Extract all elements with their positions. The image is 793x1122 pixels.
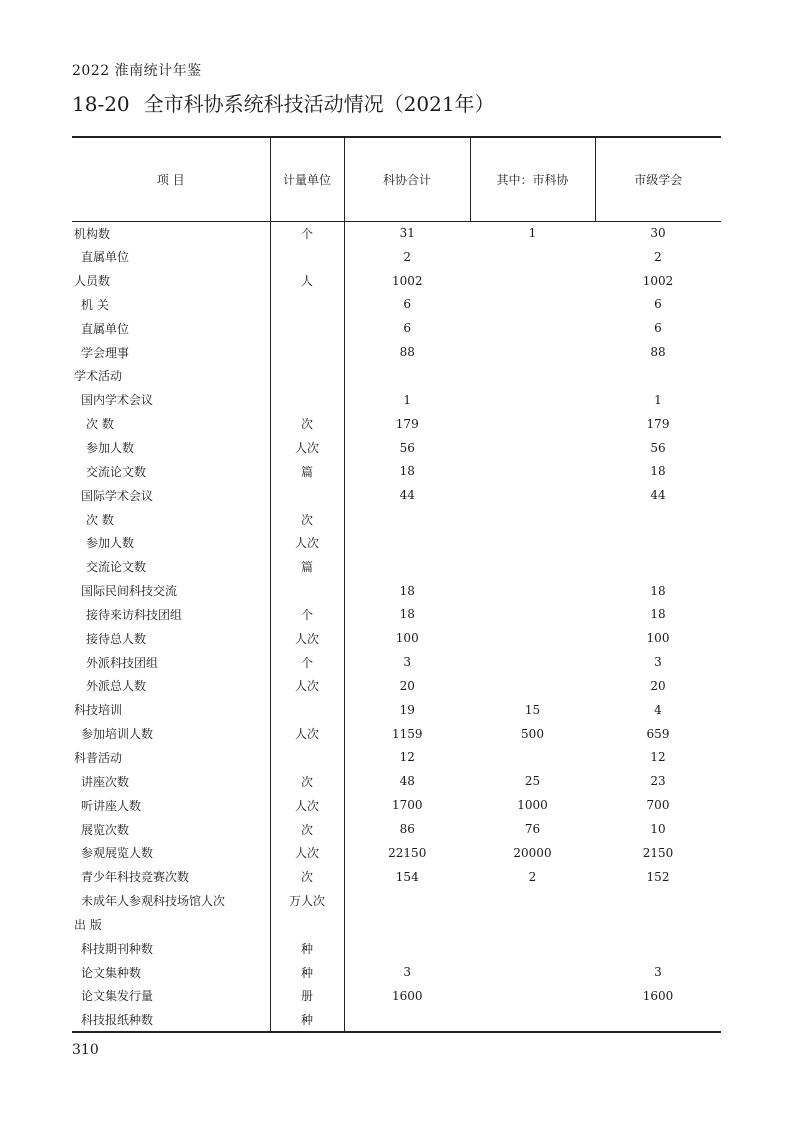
row-value-society: 1600 [642,988,674,1003]
row-unit: 人次 [270,793,344,817]
row-value-society [595,936,721,960]
row-value-total: 100 [344,626,470,650]
row-value-total: 86 [344,817,470,841]
row-value-total: 2 [344,245,470,269]
row-value-society: 6 [654,297,662,312]
row-value-society [595,531,721,555]
row-unit: 个 [270,221,344,245]
table-row [72,459,721,483]
row-value-city [470,746,595,770]
row-value-society: 100 [646,631,670,646]
row-value-city [470,388,595,412]
row-value-total: 20 [344,674,470,698]
row-value-city [470,293,595,317]
row-value-total [344,555,470,579]
table-row [72,769,721,793]
row-item-label: 交流论文数 [86,464,147,479]
row-value-city [470,626,595,650]
table-row [72,984,721,1008]
row-unit: 次 [270,817,344,841]
table-heading [72,88,495,117]
header-row [72,137,721,221]
row-value-society: 30 [650,226,666,241]
row-item-label: 出 版 [74,917,102,932]
row-value-total: 3 [344,650,470,674]
table-row [72,388,721,412]
row-unit: 次 [270,412,344,436]
row-unit [270,912,344,936]
column-header-society: 市级学会 [595,137,721,221]
row-unit [270,340,344,364]
row-item-label: 参观展览人数 [81,846,154,861]
row-value-total: 18 [344,603,470,627]
row-item-label: 次 数 [86,512,114,527]
row-item-label: 国际民间科技交流 [81,584,178,599]
row-value-city [470,912,595,936]
row-unit: 篇 [270,555,344,579]
row-value-city [470,412,595,436]
row-unit: 次 [270,507,344,531]
row-item-label: 论文集种数 [81,965,142,980]
table-row [72,412,721,436]
row-item-label: 科技期刊种数 [81,941,154,956]
table-row [72,746,721,770]
row-item-label: 讲座次数 [81,774,130,789]
row-item-label: 直属单位 [81,321,130,336]
row-value-society: 56 [650,440,666,455]
row-item-label: 接待来访科技团组 [86,607,183,622]
row-item-label: 听讲座人数 [81,798,142,813]
row-value-city [470,459,595,483]
row-unit: 个 [270,650,344,674]
row-value-city [470,507,595,531]
row-value-city [470,1008,595,1032]
row-value-total [344,364,470,388]
row-value-city: 20000 [513,845,552,860]
table-row [72,889,721,913]
row-value-society: 700 [646,798,670,813]
row-value-city [470,316,595,340]
row-unit: 篇 [270,459,344,483]
table-row [72,555,721,579]
table-row [72,579,721,603]
table-row [72,674,721,698]
row-value-society: 3 [654,965,662,980]
row-unit [270,364,344,388]
row-value-society: 10 [650,822,666,837]
row-value-total: 1600 [344,984,470,1008]
row-value-society: 18 [650,583,666,598]
row-value-total: 56 [344,436,470,460]
row-value-city [470,269,595,293]
row-item-label: 科技报纸种数 [72,1008,270,1032]
row-value-total: 44 [344,483,470,507]
table-header [72,137,721,221]
row-value-city [470,436,595,460]
row-value-city: 1 [528,226,537,241]
table-row [72,936,721,960]
row-value-city [470,483,595,507]
row-value-total: 1 [344,388,470,412]
row-value-city: 15 [524,702,541,717]
row-item-label: 科技培训 [74,703,123,718]
row-item-label: 人员数 [74,274,111,289]
table-row [72,865,721,889]
row-unit: 人次 [270,531,344,555]
row-item-label: 国内学术会议 [81,393,154,408]
row-value-society [595,912,721,936]
row-item-label: 国际学术会议 [81,488,154,503]
row-value-society [595,889,721,913]
row-value-city [470,603,595,627]
row-value-total: 1002 [344,269,470,293]
table-title: 全市科协系统科技活动情况（2021年） [143,92,495,116]
row-item-label: 机 关 [81,297,109,312]
table-row [72,340,721,364]
row-value-total: 18 [344,579,470,603]
row-value-total: 3 [344,960,470,984]
row-value-total: 12 [344,746,470,770]
table-row [72,603,721,627]
row-unit: 次 [270,865,344,889]
row-value-city [470,650,595,674]
row-value-city [470,936,595,960]
row-unit [270,316,344,340]
table-row [72,817,721,841]
row-unit: 种 [270,936,344,960]
row-value-city [470,531,595,555]
row-value-total: 179 [344,412,470,436]
row-value-society: 179 [646,416,670,431]
row-unit: 人次 [270,674,344,698]
column-header-unit: 计量单位 [270,137,344,221]
table-row [72,960,721,984]
row-value-total: 18 [344,459,470,483]
row-unit: 万人次 [270,889,344,913]
row-value-society: 18 [650,607,666,622]
row-unit: 人 [270,269,344,293]
row-unit: 种 [270,960,344,984]
row-value-society [595,507,721,531]
row-item-label: 外派总人数 [86,679,147,694]
row-value-society [595,555,721,579]
row-unit: 次 [270,769,344,793]
row-unit: 种 [270,1008,344,1032]
row-value-society: 6 [654,321,662,336]
row-value-society [595,364,721,388]
row-value-total: 48 [344,769,470,793]
row-value-society: 1 [654,392,662,407]
column-header-city: 其中：市科协 [470,137,595,221]
row-item-label: 参加培训人数 [81,727,154,742]
row-unit: 人次 [270,722,344,746]
row-value-city [470,245,595,269]
row-item-label: 次 数 [86,417,114,432]
row-value-total: 19 [344,698,470,722]
row-value-city [470,364,595,388]
page-number: 310 [72,1042,99,1058]
row-value-city: 2 [528,869,537,884]
row-value-total [344,912,470,936]
row-value-total: 1700 [344,793,470,817]
table-row [72,483,721,507]
table-row [72,269,721,293]
row-value-total: 1159 [344,722,470,746]
table-row [72,507,721,531]
table-body [72,221,721,1032]
row-item-label: 参加人数 [86,441,135,456]
row-value-total [344,507,470,531]
row-value-city: 25 [524,774,541,789]
row-value-society: 152 [646,869,670,884]
row-value-society: 1002 [642,273,674,288]
row-value-city [470,984,595,1008]
row-value-society: 18 [650,464,666,479]
row-unit [270,483,344,507]
row-value-city: 76 [524,822,541,837]
statistics-table-container [72,136,721,1033]
column-header-total: 科协合计 [344,137,470,221]
row-item-label: 外派科技团组 [86,655,159,670]
row-value-society: 4 [654,702,662,717]
table-row [72,912,721,936]
row-value-total [344,531,470,555]
table-number: 18-20 [72,92,130,116]
row-value-society [595,1008,721,1032]
row-value-city [470,555,595,579]
row-item-label: 未成年人参观科技场馆人次 [81,894,226,909]
row-unit [270,388,344,412]
row-unit: 人次 [270,436,344,460]
row-value-society: 44 [650,488,666,503]
table-row [72,316,721,340]
row-value-society: 12 [650,750,666,765]
row-unit: 人次 [270,626,344,650]
row-value-total: 31 [344,221,470,245]
row-value-society: 2 [654,249,662,264]
table-row [72,531,721,555]
row-value-society: 2150 [642,845,674,860]
row-value-city [470,889,595,913]
column-header-item: 项 目 [72,137,270,221]
row-value-society: 3 [654,655,662,670]
row-value-total: 6 [344,293,470,317]
row-value-total: 154 [344,865,470,889]
row-value-society: 20 [650,678,666,693]
row-value-total [344,1008,470,1032]
row-value-total: 88 [344,340,470,364]
row-unit [270,579,344,603]
row-value-city [470,340,595,364]
row-value-total: 6 [344,316,470,340]
row-unit: 个 [270,603,344,627]
table-row [72,364,721,388]
table-row [72,436,721,460]
table-row [72,221,721,245]
row-value-city [470,579,595,603]
row-value-society: 23 [650,774,666,789]
table-row [72,722,721,746]
row-item-label: 科普活动 [74,750,123,765]
row-item-label: 学会理事 [81,345,130,360]
row-item-label: 直属单位 [81,250,130,265]
row-unit [270,746,344,770]
row-value-total: 22150 [344,841,470,865]
yearbook-title: 2022 淮南统计年鉴 [72,63,202,79]
row-unit [270,245,344,269]
row-value-city [470,960,595,984]
row-value-total [344,889,470,913]
table-row [72,841,721,865]
row-item-label: 青少年科技竞赛次数 [81,870,190,885]
row-item-label: 参加人数 [86,536,135,551]
row-value-city [470,674,595,698]
table-row [72,626,721,650]
row-value-total [344,936,470,960]
row-value-city: 500 [521,726,544,741]
table-row [72,245,721,269]
row-item-label: 学术活动 [74,369,123,384]
table-row [72,698,721,722]
row-item-label: 接待总人数 [86,631,147,646]
row-item-label: 展览次数 [81,822,130,837]
row-unit: 人次 [270,841,344,865]
statistics-table [72,136,721,1033]
table-row [72,793,721,817]
row-unit [270,698,344,722]
row-value-society: 88 [650,345,666,360]
row-value-city: 1000 [517,798,548,813]
table-row [72,293,721,317]
table-row [72,1008,721,1032]
table-row [72,650,721,674]
row-item-label: 交流论文数 [86,560,147,575]
row-item-label: 机构数 [74,226,111,241]
row-item-label: 论文集发行量 [81,989,154,1004]
row-unit: 册 [270,984,344,1008]
row-value-society: 659 [646,726,670,741]
row-unit [270,293,344,317]
